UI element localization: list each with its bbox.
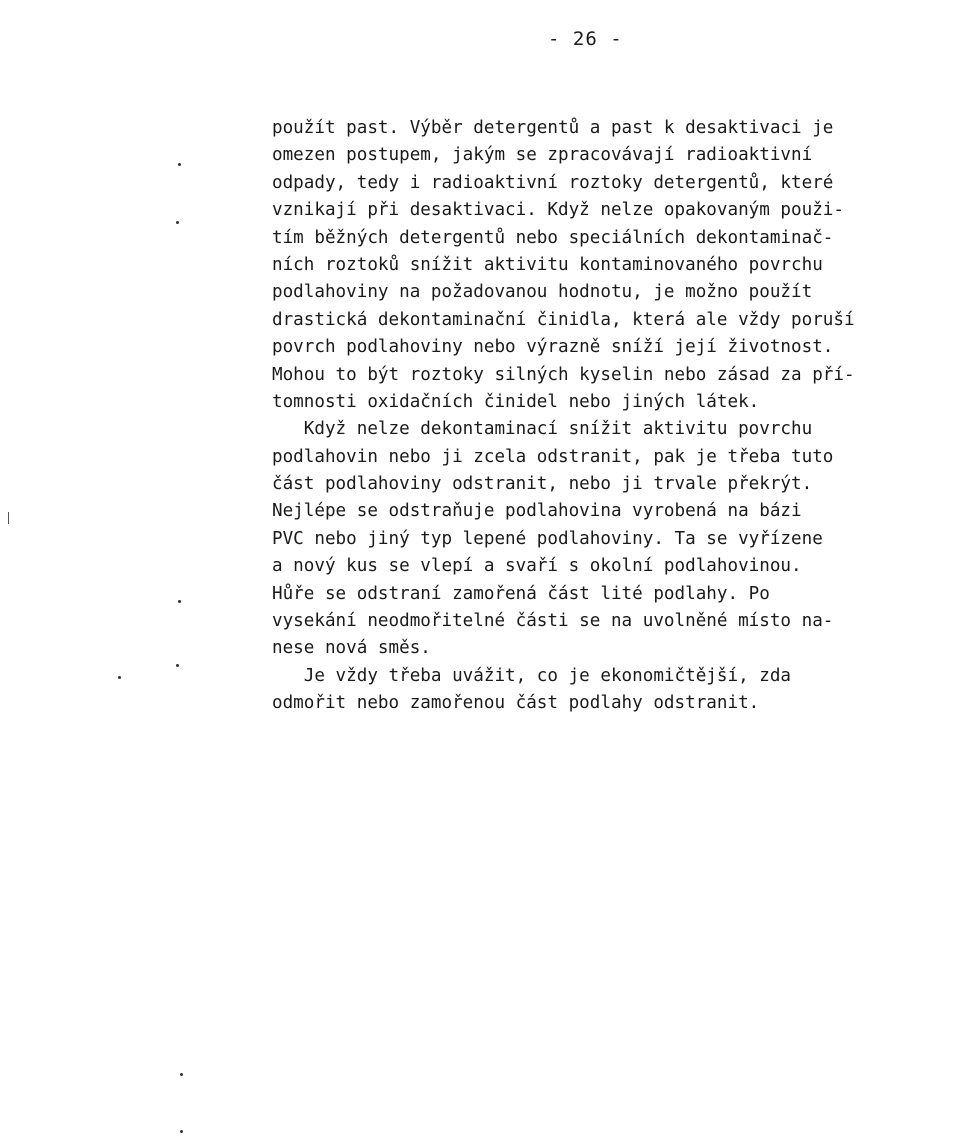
text-line: Nejlépe se odstraňuje podlahovina vyrobená na bázi bbox=[272, 501, 802, 522]
scan-speck bbox=[180, 1073, 183, 1076]
text-line: Hůře se odstraní zamořená část lité podlahy. Po bbox=[272, 583, 770, 604]
text-line: podlahoviny na požadovanou hodnotu, je možno použít bbox=[272, 282, 813, 303]
text-line: tomnosti oxidačních činidel nebo jiných látek. bbox=[272, 391, 760, 412]
text-line: použít past. Výběr detergentů a past k desaktivaci je bbox=[272, 118, 834, 138]
text-line: ních roztoků snížit aktivitu kontaminovaného povrchu bbox=[272, 254, 823, 275]
text-line: tím běžných detergentů nebo speciálních dekontaminač- bbox=[272, 227, 834, 248]
scan-speck bbox=[118, 676, 121, 679]
text-line: Mohou to být roztoky silných kyselin nebo zásad za pří- bbox=[272, 364, 855, 385]
text-line: Je vždy třeba uvážit, co je ekonomičtější, zda bbox=[272, 665, 792, 686]
text-line: povrch podlahoviny nebo výrazně sníží její životnost. bbox=[272, 337, 834, 358]
text-line: nese nová směs. bbox=[272, 638, 431, 659]
scan-speck bbox=[178, 163, 181, 166]
text-line: a nový kus se vlepí a svaří s okolní podlahovinou. bbox=[272, 556, 802, 577]
scan-speck bbox=[176, 221, 179, 224]
page-number: - 26 - bbox=[548, 28, 623, 50]
text-line: drastická dekontaminační činidla, která ale vždy poruší bbox=[272, 309, 855, 330]
text-line: vznikají při desaktivaci. Když nelze opakovaným použi- bbox=[272, 200, 844, 221]
text-line: odmořit nebo zamořenou část podlahy odstranit. bbox=[272, 693, 760, 714]
scan-speck bbox=[176, 664, 179, 667]
text-line: vysekání neodmořitelné části se na uvolněné místo na- bbox=[272, 611, 834, 632]
text-line: odpady, tedy i radioaktivní roztoky detergentů, které bbox=[272, 172, 834, 193]
text-line: část podlahoviny odstranit, nebo ji trvale překrýt. bbox=[272, 474, 813, 495]
text-line: Když nelze dekontaminací snížit aktivitu povrchu bbox=[272, 419, 813, 440]
text-line: PVC nebo jiný typ lepené podlahoviny. Ta se vyřízene bbox=[272, 528, 823, 549]
text-line: omezen postupem, jakým se zpracovávají radioaktivní bbox=[272, 145, 813, 166]
scan-speck bbox=[180, 1130, 183, 1133]
text-line: podlahovin nebo ji zcela odstranit, pak je třeba tuto bbox=[272, 446, 834, 467]
margin-mark bbox=[8, 512, 9, 524]
scan-speck bbox=[178, 600, 181, 603]
body-text bbox=[272, 115, 932, 718]
